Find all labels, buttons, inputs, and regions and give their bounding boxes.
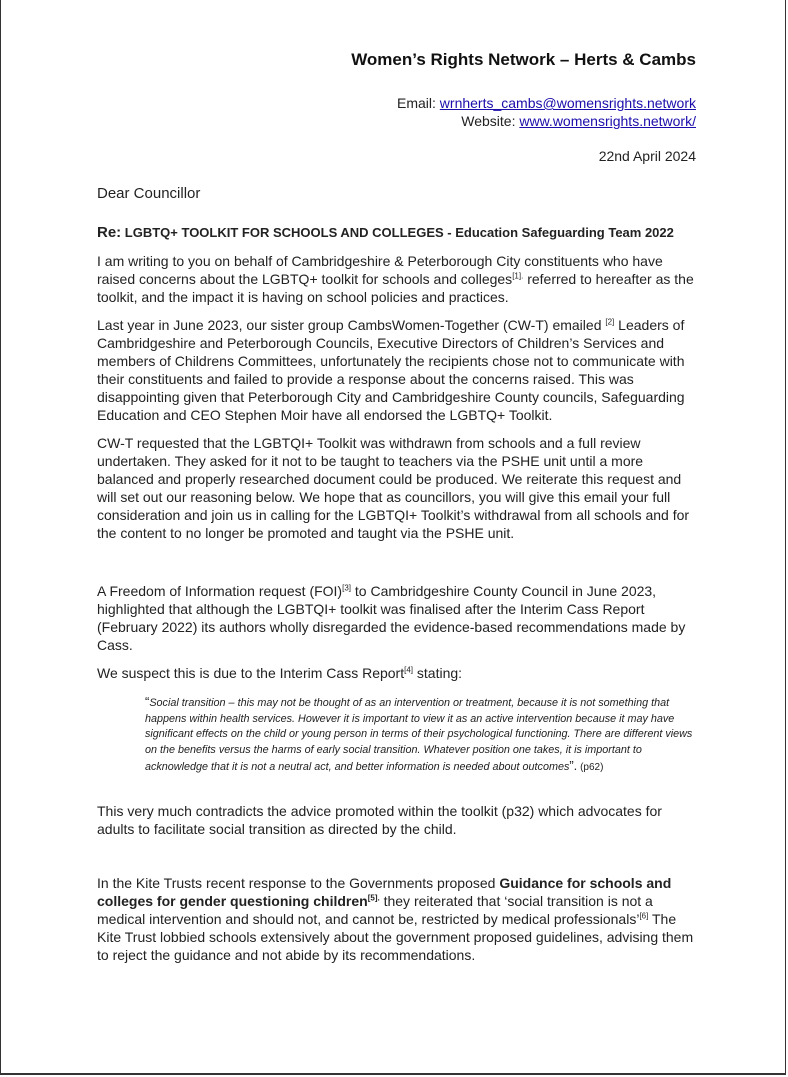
quote-text: Social transition – this may not be thought of as an intervention or treatment, because it is not something that happens within health services. However it is important to view it as an active intervention because it may have significant effects on the child or young person in terms of their psychological functioning. There are different views on the benefits versus the harms of early social transition. Whatever position one takes, it is important to acknowledge that it is not a neutral act, and better information is needed about outcomes bbox=[145, 697, 693, 774]
website-line bbox=[397, 112, 696, 130]
paragraph-1-text-b: referred to hereafter as the toolkit, and the impact it is having on school policies and practices. bbox=[97, 271, 694, 305]
email-line bbox=[397, 94, 696, 112]
contact-block bbox=[397, 94, 696, 130]
subject-line bbox=[97, 224, 674, 241]
cass-quote bbox=[145, 694, 695, 776]
paragraph-1-text-a: I am writing to you on behalf of Cambridgeshire & Peterborough City constituents who have raised concerns about the LGBTQ+ toolkit for schools and colleges bbox=[97, 253, 663, 287]
paragraph-2-text-a: Last year in June 2023, our sister group CambsWomen-Together (CW-T) emailed bbox=[97, 317, 606, 333]
subject-text: LGBTQ+ TOOLKIT FOR SCHOOLS AND COLLEGES - Education Safeguarding Team 2022 bbox=[124, 225, 674, 240]
footnote-ref-4: [4] bbox=[404, 665, 414, 675]
paragraph-5-text-b: stating: bbox=[413, 665, 463, 681]
website-link[interactable]: www.womensrights.network/ bbox=[519, 113, 696, 129]
paragraph-4-text-a: A Freedom of Information request (FOI) bbox=[97, 583, 343, 599]
organization-title: Women’s Rights Network – Herts & Cambs bbox=[351, 50, 696, 69]
email-label: Email: bbox=[397, 95, 436, 111]
paragraph-7 bbox=[97, 874, 699, 964]
quote-page-ref: (p62) bbox=[577, 762, 604, 774]
paragraph-2-text-b: Leaders of Cambridgeshire and Peterborough Councils, Executive Directors of Children’s Services and members of Childrens Committees, unfortunately the recipients chose not to communicate with their constituents and failed to provide a response about the concerns raised. This was disappointing given that Peterborough City and Cambridgeshire County councils, Safeguarding Education and CEO Stephen Moir have all endorsed the LGBTQ+ Toolkit. bbox=[97, 317, 685, 423]
paragraph-2 bbox=[97, 316, 699, 424]
quote-open-mark: “ bbox=[145, 694, 150, 709]
paragraph-5 bbox=[97, 664, 699, 682]
subject-label: Re: bbox=[97, 224, 122, 241]
paragraph-4-text-b: to Cambridgeshire County Council in June 2023, highlighted that although the LGBTQI+ toolkit was finalised after the Interim Cass Report (February 2022) its authors wholly disregarded the evidence-based recommendations made by Cass. bbox=[97, 583, 686, 653]
footnote-ref-6: [6] bbox=[639, 911, 649, 921]
footnote-ref-2: [2] bbox=[605, 317, 615, 327]
quote-close-mark: ”. bbox=[569, 758, 578, 774]
paragraph-3: CW-T requested that the LGBTQI+ Toolkit was withdrawn from schools and a full review undertaken. They asked for it not to be taught to teachers via the PSHE unit until a more balanced and properly researched document could be produced. We reiterate this request and will set out our reasoning below. We hope that as councillors, you will give this email your full consideration and join us in calling for the LGBTQI+ Toolkit’s withdrawal from all schools and for the content to no longer be promoted and taught via the PSHE unit. bbox=[97, 435, 690, 541]
paragraph-4 bbox=[97, 582, 699, 654]
footnote-ref-3: [3] bbox=[342, 583, 352, 593]
paragraph-5-text-a: We suspect this is due to the Interim Cass Report bbox=[97, 665, 405, 681]
paragraph-7-text-a: In the Kite Trusts recent response to the Governments proposed bbox=[97, 875, 500, 891]
footnote-ref-5: [5]. bbox=[367, 893, 380, 903]
paragraph-7-bold-title: Guidance for schools and colleges for gender questioning children bbox=[97, 875, 672, 909]
website-label: Website: bbox=[461, 113, 516, 129]
letter-date: 22nd April 2024 bbox=[598, 148, 696, 164]
email-link[interactable]: wrnherts_cambs@womensrights.network bbox=[439, 95, 696, 111]
paragraph-7-text-b: they reiterated that ‘social transition is not a medical intervention and should not, and cannot be, restricted by medical professionals’ bbox=[97, 893, 653, 927]
paragraph-6: This very much contradicts the advice promoted within the toolkit (p32) which advocates for adults to facilitate social transition as directed by the child. bbox=[97, 803, 662, 837]
paragraph-7-text-c: The Kite Trust lobbied schools extensively about the government proposed guidelines, advising them to reject the guidance and not abide by its recommendations. bbox=[97, 911, 694, 963]
footnote-ref-1: [1]. bbox=[512, 271, 524, 281]
paragraph-1 bbox=[97, 252, 699, 306]
salutation: Dear Councillor bbox=[97, 185, 201, 202]
